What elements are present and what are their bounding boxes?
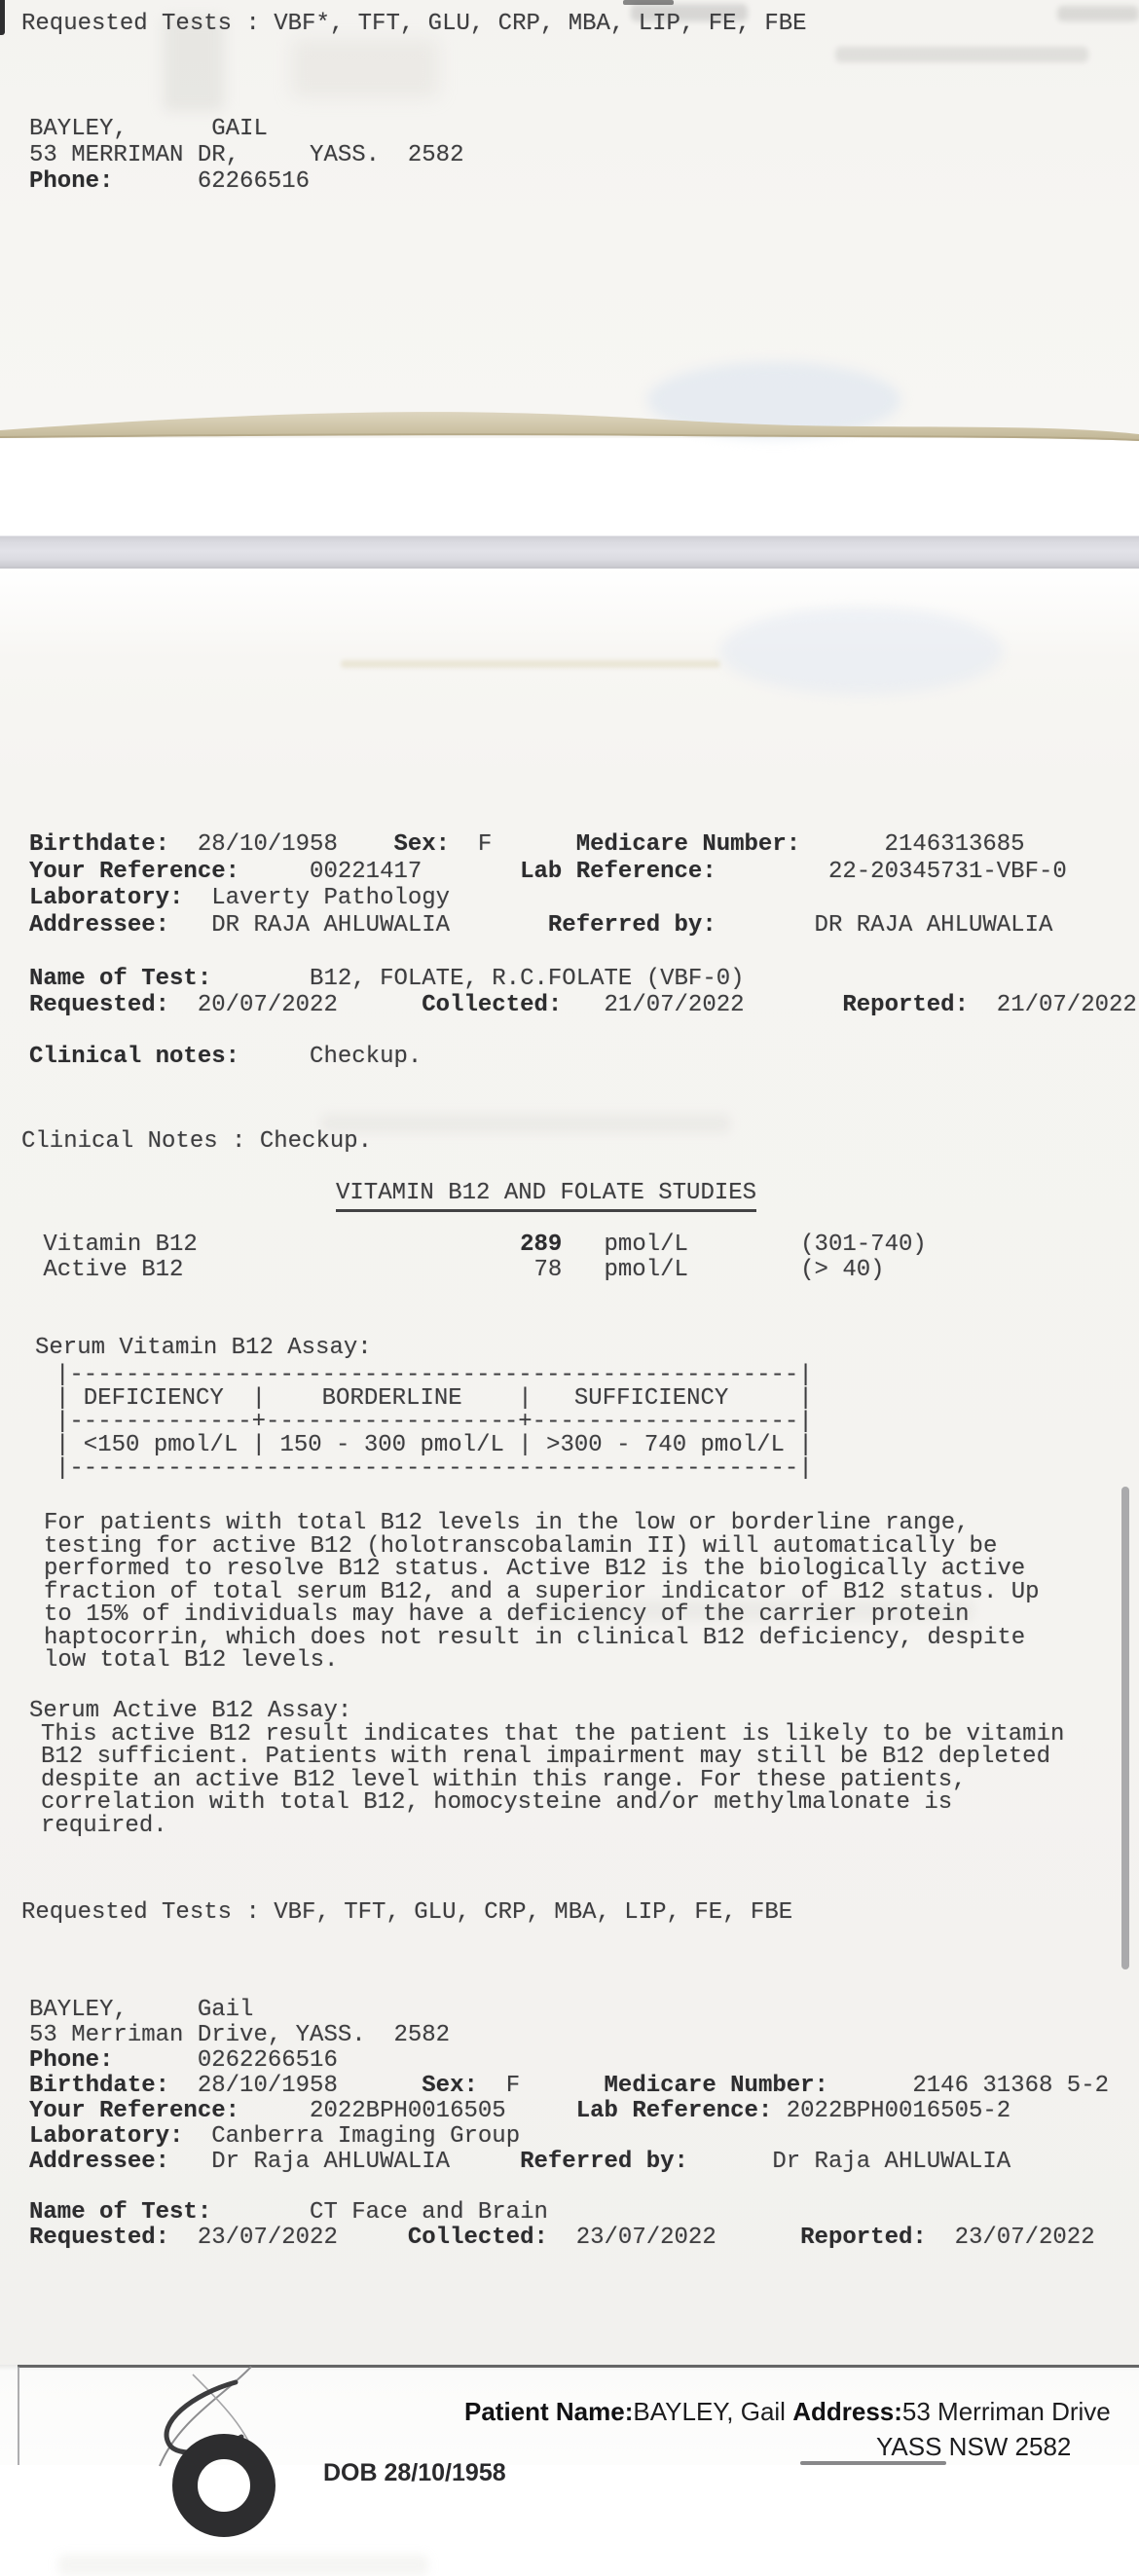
patient-phone-line-2: Phone: 0262266516 [29, 2047, 338, 2074]
patient-address-line: 53 MERRIMAN DR, YASS. 2582 [29, 142, 464, 168]
scan-artifact [623, 0, 674, 5]
paragraph-line: fraction of total serum B12, and a superior indicator of B12 status. Up [44, 1579, 1040, 1605]
scan-blob [720, 607, 1003, 695]
patient-phone-line: Phone: 62266516 [29, 168, 311, 195]
dob-partial: DOB 28/10/1958 [323, 2459, 506, 2486]
paragraph-line: required. [41, 1813, 167, 1839]
ascii-table-row: | <150 pmol/L | 150 - 300 pmol/L | >300 - 740 pmol/L | [55, 1432, 813, 1458]
card-left-border [18, 2367, 19, 2465]
laboratory-line: Laboratory: Laverty Pathology [29, 885, 451, 911]
patient-name-label: Patient Name: [464, 2397, 634, 2426]
clinical-notes-2-line: Clinical Notes : Checkup. [21, 1128, 373, 1155]
test-name-line: Name of Test: B12, FOLATE, R.C.FOLATE (VBF-0) [29, 966, 745, 992]
ghost-smudge [292, 39, 438, 97]
reference-line: Your Reference: 00221417 Lab Reference: 22-20345731-VBF-0 [29, 859, 1067, 885]
scan-artifact [0, 0, 5, 35]
card-patient-line [464, 2397, 1111, 2427]
result-row-active-b12: Active B12 78 pmol/L (> 40) [29, 1257, 885, 1283]
paragraph-line: to 15% of individuals may have a deficiency of the carrier protein [44, 1601, 970, 1628]
cutoff-text-smudge [800, 2461, 946, 2465]
paragraph-line: testing for active B12 (holotranscobalamin II) will automatically be [44, 1533, 998, 1560]
letterhead-card [0, 2365, 1139, 2465]
active-assay-title: Serum Active B12 Assay: [29, 1698, 352, 1724]
patient-name-line-2: BAYLEY, Gail [29, 1997, 254, 2023]
ghost-smudge [321, 1114, 730, 1133]
patient-address-line-2: 53 Merriman Drive, YASS. 2582 [29, 2022, 451, 2048]
scan-blob [341, 660, 720, 668]
dates-line-2: Requested: 23/07/2022 Collected: 23/07/2022 Reported: 23/07/2022 [29, 2225, 1095, 2251]
reference-line-2: Your Reference: 2022BPH0016505 Lab Reference: 2022BPH0016505-2 [29, 2098, 1011, 2124]
addressee-line-2: Addressee: Dr Raja AHLUWALIA Referred by: Dr Raja AHLUWALIA [29, 2149, 1011, 2175]
paragraph-line: performed to resolve B12 status. Active B12 is the biologically active [44, 1556, 1026, 1582]
paragraph-line: For patients with total B12 levels in the low or borderline range, [44, 1510, 970, 1536]
address-label: Address: [792, 2397, 902, 2426]
ascii-table-row: |----------------------------------------------------| [55, 1455, 813, 1482]
scrollbar-thumb[interactable] [1121, 1487, 1129, 1969]
patient-name-value: BAYLEY, Gail [633, 2397, 786, 2426]
section-heading: VITAMIN B12 AND FOLATE STUDIES [336, 1181, 756, 1206]
requested-tests-line-2: Requested Tests : VBF, TFT, GLU, CRP, MBA, LIP, FE, FBE [21, 1899, 793, 1926]
clinical-notes-line: Clinical notes: Checkup. [29, 1044, 423, 1070]
paragraph-line: haptocorrin, which does not result in clinical B12 deficiency, despite [44, 1625, 1026, 1651]
ghost-smudge [1057, 6, 1139, 21]
assay-title: Serum Vitamin B12 Assay: [35, 1335, 372, 1361]
paragraph-line: B12 sufficient. Patients with renal impairment may still be B12 depleted [41, 1744, 1050, 1770]
ascii-table-row: |-------------+------------------+-------------------| [55, 1409, 813, 1435]
birthdate-line-2: Birthdate: 28/10/1958 Sex: F Medicare Number: 2146 31368 5-2 [29, 2073, 1109, 2099]
paragraph-line: correlation with total B12, homocysteine and/or methylmalonate is [41, 1789, 953, 1816]
birthdate-line: Birthdate: 28/10/1958 Sex: F Medicare Number: 2146313685 [29, 831, 1025, 858]
clinic-logo-icon [78, 2367, 389, 2467]
page-separator-bar [0, 535, 1139, 570]
paper-curl-edge [0, 401, 1139, 444]
address-value: 53 Merriman Drive [901, 2397, 1111, 2426]
paragraph-line: This active B12 result indicates that the patient is likely to be vitamin [41, 1721, 1065, 1748]
addressee-line: Addressee: DR RAJA AHLUWALIA Referred by: DR RAJA AHLUWALIA [29, 912, 1053, 938]
ghost-smudge [58, 2555, 428, 2576]
paragraph-line: despite an active B12 level within this range. For these patients, [41, 1767, 967, 1793]
requested-tests-line: Requested Tests : VBF*, TFT, GLU, CRP, MBA, LIP, FE, FBE [21, 11, 807, 37]
card-address-line-2 [876, 2432, 1071, 2462]
ascii-table-row: | DEFICIENCY | BORDERLINE | SUFFICIENCY | [55, 1385, 813, 1412]
result-row-vitamin-b12: Vitamin B12 289 pmol/L (301-740) [29, 1232, 927, 1258]
scanned-page-1 [0, 0, 1139, 438]
address-value-2: YASS NSW 2582 [876, 2432, 1072, 2461]
ghost-smudge [835, 47, 1088, 62]
test-name-line-2: Name of Test: CT Face and Brain [29, 2199, 548, 2226]
ascii-table-row: |----------------------------------------------------| [55, 1362, 813, 1388]
laboratory-line-2: Laboratory: Canberra Imaging Group [29, 2123, 521, 2150]
paragraph-line: low total B12 levels. [44, 1647, 339, 1674]
patient-name-line: BAYLEY, GAIL [29, 116, 268, 142]
dates-line: Requested: 20/07/2022 Collected: 21/07/2022 Reported: 21/07/2022 [29, 992, 1137, 1018]
